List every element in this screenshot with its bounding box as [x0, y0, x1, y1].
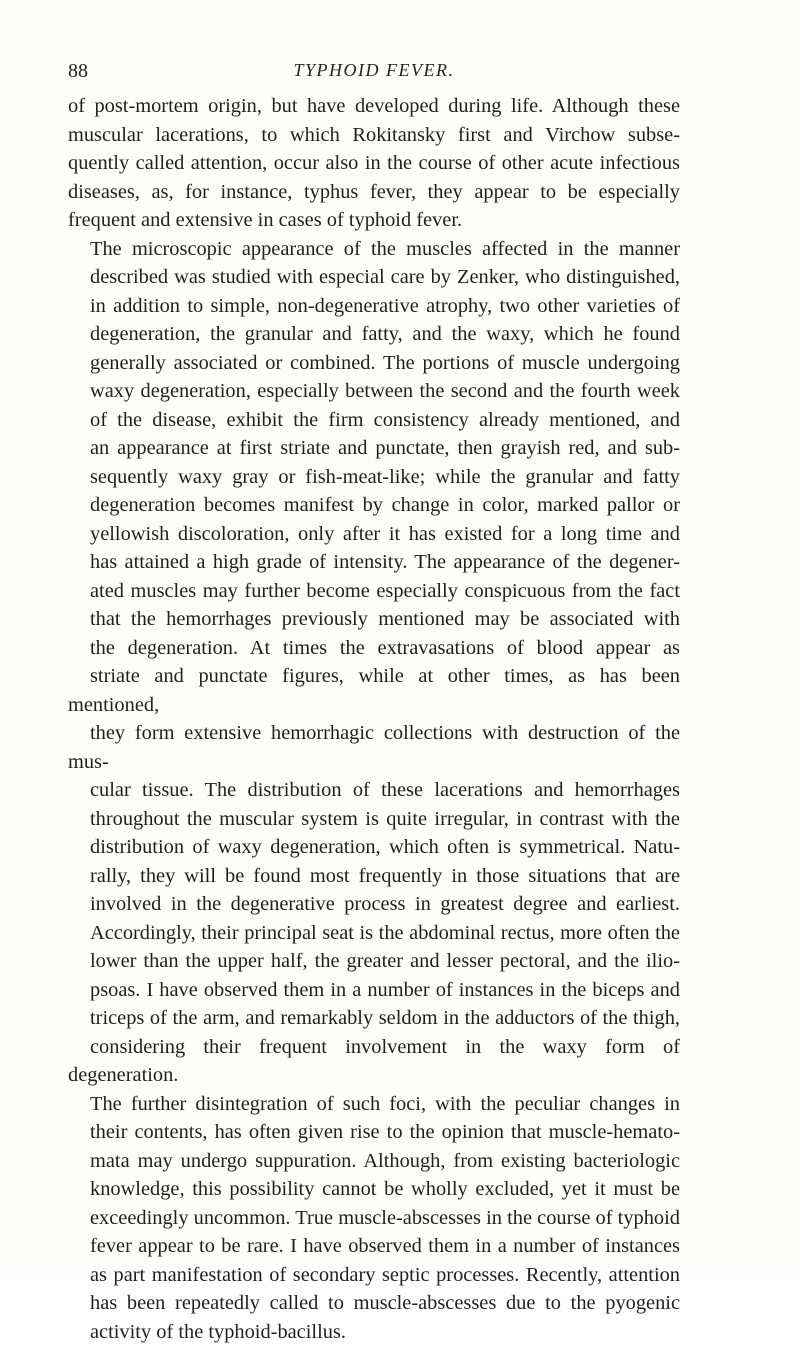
text-line: activity of the typhoid-bacillus.	[68, 1318, 680, 1346]
text-line: exceedingly uncommon. True muscle-abscesses in the course of typhoid	[68, 1204, 680, 1233]
page-header	[68, 60, 680, 84]
text-line: the degeneration. At times the extravasations of blood appear as	[68, 634, 680, 663]
body-text	[68, 92, 680, 1346]
text-line: that the hemorrhages previously mentioned may be associated with	[68, 605, 680, 634]
text-line: their contents, has often given rise to the opinion that muscle-hemato-	[68, 1118, 680, 1147]
text-line: ated muscles may further become especially conspicuous from the fact	[68, 577, 680, 606]
running-head: TYPHOID FEVER.	[68, 60, 680, 81]
text-line: fever appear to be rare. I have observed them in a number of instances	[68, 1232, 680, 1261]
text-line: as part manifestation of secondary septic processes. Recently, attention	[68, 1261, 680, 1290]
text-line: triceps of the arm, and remarkably seldom in the adductors of the thigh,	[68, 1004, 680, 1033]
page-number: 88	[68, 60, 88, 83]
paragraph	[68, 92, 680, 235]
text-line: sequently waxy gray or fish-meat-like; while the granular and fatty	[68, 463, 680, 492]
text-line: degeneration becomes manifest by change in color, marked pallor or	[68, 491, 680, 520]
text-line: Accordingly, their principal seat is the abdominal rectus, more often the	[68, 919, 680, 948]
text-line: yellowish discoloration, only after it has existed for a long time and	[68, 520, 680, 549]
text-line: generally associated or combined. The portions of muscle undergoing	[68, 349, 680, 378]
text-line: waxy degeneration, especially between the second and the fourth week	[68, 377, 680, 406]
text-line: has been repeatedly called to muscle-abscesses due to the pyogenic	[68, 1289, 680, 1318]
text-line: has attained a high grade of intensity. The appearance of the degener-	[68, 548, 680, 577]
text-line: psoas. I have observed them in a number of instances in the biceps and	[68, 976, 680, 1005]
text-line: an appearance at first striate and punctate, then grayish red, and sub-	[68, 434, 680, 463]
text-line: quently called attention, occur also in the course of other acute infectious	[68, 149, 680, 178]
text-line: diseases, as, for instance, typhus fever, they appear to be especially	[68, 178, 680, 207]
text-line: in addition to simple, non-degenerative atrophy, two other varieties of	[68, 292, 680, 321]
text-line: considering their frequent involvement in the waxy form of degeneration.	[68, 1033, 680, 1090]
text-line: degeneration, the granular and fatty, and the waxy, which he found	[68, 320, 680, 349]
text-line: knowledge, this possibility cannot be wholly excluded, yet it must be	[68, 1175, 680, 1204]
text-line: they form extensive hemorrhagic collections with destruction of the mus-	[68, 719, 680, 776]
text-line: of post-mortem origin, but have developed during life. Although these	[68, 92, 680, 121]
text-line: mata may undergo suppuration. Although, from existing bacteriologic	[68, 1147, 680, 1176]
text-line: involved in the degenerative process in greatest degree and earliest.	[68, 890, 680, 919]
paragraph	[68, 235, 680, 1346]
text-line: throughout the muscular system is quite irregular, in contrast with the	[68, 805, 680, 834]
text-line: described was studied with especial care by Zenker, who distinguished,	[68, 263, 680, 292]
text-line: striate and punctate figures, while at other times, as has been mentioned,	[68, 662, 680, 719]
text-line: muscular lacerations, to which Rokitansky first and Virchow subse-	[68, 121, 680, 150]
text-line: distribution of waxy degeneration, which often is symmetrical. Natu-	[68, 833, 680, 862]
text-line: frequent and extensive in cases of typhoid fever.	[68, 206, 680, 235]
text-line: cular tissue. The distribution of these lacerations and hemorrhages	[68, 776, 680, 805]
text-line: of the disease, exhibit the firm consistency already mentioned, and	[68, 406, 680, 435]
text-line: rally, they will be found most frequently in those situations that are	[68, 862, 680, 891]
text-line: The further disintegration of such foci, with the peculiar changes in	[68, 1090, 680, 1119]
text-line: The microscopic appearance of the muscles affected in the manner	[68, 235, 680, 264]
text-line: lower than the upper half, the greater and lesser pectoral, and the ilio-	[68, 947, 680, 976]
